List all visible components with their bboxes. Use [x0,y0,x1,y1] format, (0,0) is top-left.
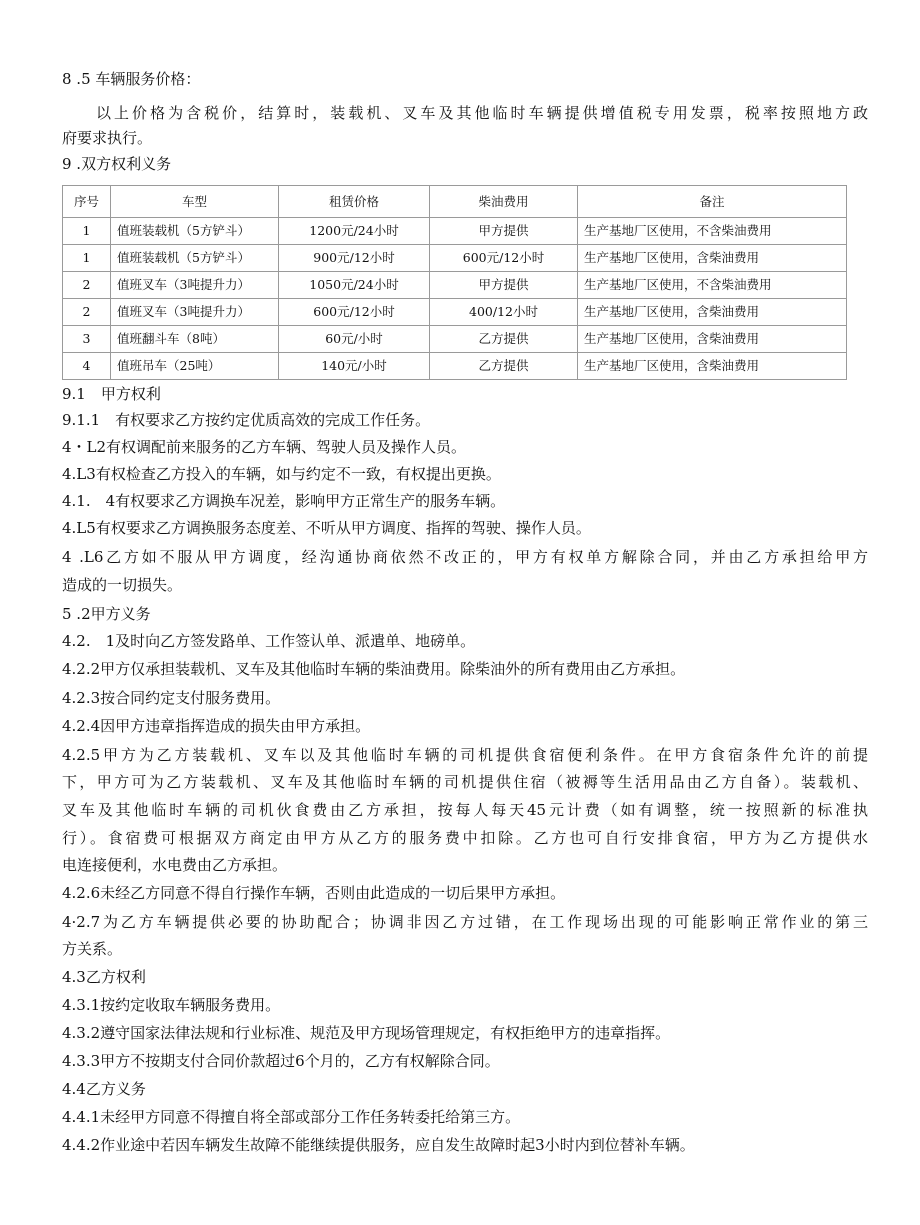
table-cell: 值班装载机（5方铲斗） [111,218,279,245]
clause-line: 4.2.6未经乙方同意不得自行操作车辆，否则由此造成的一切后果甲方承担。 [62,884,566,902]
price-table [62,185,847,380]
table-cell: 值班吊车（25吨） [111,353,279,380]
table-row [63,299,847,326]
section-heading: 9 .双方权利义务 [62,155,172,173]
clause-line: 4.4.2作业途中若因车辆发生故障不能继续提供服务，应自发生故障时起3小时内到位替补车辆。 [62,1136,695,1154]
table-cell: 1 [63,218,111,245]
clause-line: 4.2. 1及时向乙方签发路单、工作签认单、派遣单、地磅单。 [62,632,476,650]
clause-line: 4·2.7为乙方车辆提供必要的协助配合；协调非因乙方过错，在工作现场出现的可能影响正常作业的第三 [62,913,868,931]
table-cell: 生产基地厂区使用，含柴油费用 [578,353,847,380]
table-cell: 生产基地厂区使用，不含柴油费用 [578,218,847,245]
table-cell: 值班叉车（3吨提升力） [111,299,279,326]
table-cell: 甲方提供 [430,272,578,299]
table-row [63,353,847,380]
clause-line: 4.2.3按合同约定支付服务费用。 [62,689,281,707]
clause-line: 造成的一切损失。 [62,576,183,594]
table-cell: 生产基地厂区使用，不含柴油费用 [578,272,847,299]
table-row [63,218,847,245]
clause-line: 4.4.1未经甲方同意不得擅自将全部或部分工作任务转委托给第三方。 [62,1108,521,1126]
clause-line: 4.L3有权检查乙方投入的车辆，如与约定不一致，有权提出更换。 [62,465,501,483]
table-cell: 3 [63,326,111,353]
clause-line: 4.2.4因甲方违章指挥造成的损失由甲方承担。 [62,717,371,735]
clause-line: 4.2.5甲方为乙方装载机、叉车以及其他临时车辆的司机提供食宿便利条件。在甲方食宿条件允许的前提 [62,746,868,764]
clause-line: 行）。食宿费可根据双方商定由甲方从乙方的服务费中扣除。乙方也可自行安排食宿，甲方为乙方提供水 [62,829,868,847]
clause-line: 9.1.1 有权要求乙方按约定优质高效的完成工作任务。 [62,411,431,429]
clause-line: 4.1. 4有权要求乙方调换车况差，影响甲方正常生产的服务车辆。 [62,492,506,510]
table-cell: 1200元/24小时 [279,218,430,245]
subsection-heading: 5 .2甲方义务 [62,605,151,623]
clause-line: 下，甲方可为乙方装载机、叉车及其他临时车辆的司机提供住宿（被褥等生活用品由乙方自备）。装载机、 [62,773,868,791]
table-row [63,272,847,299]
table-cell: 1050元/24小时 [279,272,430,299]
clause-line: 4・L2有权调配前来服务的乙方车辆、驾驶人员及操作人员。 [62,438,467,456]
table-cell: 2 [63,299,111,326]
section-heading: 8 .5 车辆服务价格： [62,70,201,88]
table-cell: 600元/12小时 [279,299,430,326]
clause-line: 方关系。 [62,940,123,958]
table-cell: 乙方提供 [430,326,578,353]
column-header: 租赁价格 [279,186,430,218]
table-cell: 生产基地厂区使用，含柴油费用 [578,326,847,353]
table-header-row [63,186,847,218]
table-cell: 1 [63,245,111,272]
clause-line: 4.3.1按约定收取车辆服务费用。 [62,996,281,1014]
clause-line: 4.3.3甲方不按期支付合同价款超过6个月的，乙方有权解除合同。 [62,1052,500,1070]
table-cell: 600元/12小时 [430,245,578,272]
paragraph-line: 府要求执行。 [62,129,153,147]
table-cell: 4 [63,353,111,380]
table-cell: 值班叉车（3吨提升力） [111,272,279,299]
table-cell: 值班装载机（5方铲斗） [111,245,279,272]
table-cell: 60元/小时 [279,326,430,353]
column-header: 车型 [111,186,279,218]
clause-line: 4 .L6乙方如不服从甲方调度，经沟通协商依然不改正的，甲方有权单方解除合同，并由乙方承担给甲方 [62,548,868,566]
column-header: 备注 [578,186,847,218]
table-cell: 2 [63,272,111,299]
table-cell: 甲方提供 [430,218,578,245]
paragraph-line: 以上价格为含税价，结算时，装载机、叉车及其他临时车辆提供增值税专用发票，税率按照地方政 [96,104,868,122]
table-cell: 140元/小时 [279,353,430,380]
table-row [63,245,847,272]
column-header: 序号 [63,186,111,218]
subsection-heading: 4.4乙方义务 [62,1080,146,1098]
clause-line: 电连接便利，水电费由乙方承担。 [62,856,288,874]
table-cell: 乙方提供 [430,353,578,380]
clause-line: 叉车及其他临时车辆的司机伙食费由乙方承担，按每人每天45元计费（如有调整，统一按照新的标准执 [62,801,868,819]
subsection-heading: 4.3乙方权利 [62,968,146,986]
table-cell: 400/12小时 [430,299,578,326]
clause-line: 4.2.2甲方仅承担装载机、叉车及其他临时车辆的柴油费用。除柴油外的所有费用由乙方承担。 [62,660,686,678]
table-cell: 生产基地厂区使用，含柴油费用 [578,299,847,326]
table-cell: 900元/12小时 [279,245,430,272]
subsection-heading: 9.1 甲方权利 [62,385,161,403]
clause-line: 4.3.2遵守国家法律法规和行业标准、规范及甲方现场管理规定，有权拒绝甲方的违章指挥。 [62,1024,671,1042]
column-header: 柴油费用 [430,186,578,218]
table-cell: 值班翻斗车（8吨） [111,326,279,353]
table-row [63,326,847,353]
clause-line: 4.L5有权要求乙方调换服务态度差、不听从甲方调度、指挥的驾驶、操作人员。 [62,519,591,537]
table-cell: 生产基地厂区使用，含柴油费用 [578,245,847,272]
